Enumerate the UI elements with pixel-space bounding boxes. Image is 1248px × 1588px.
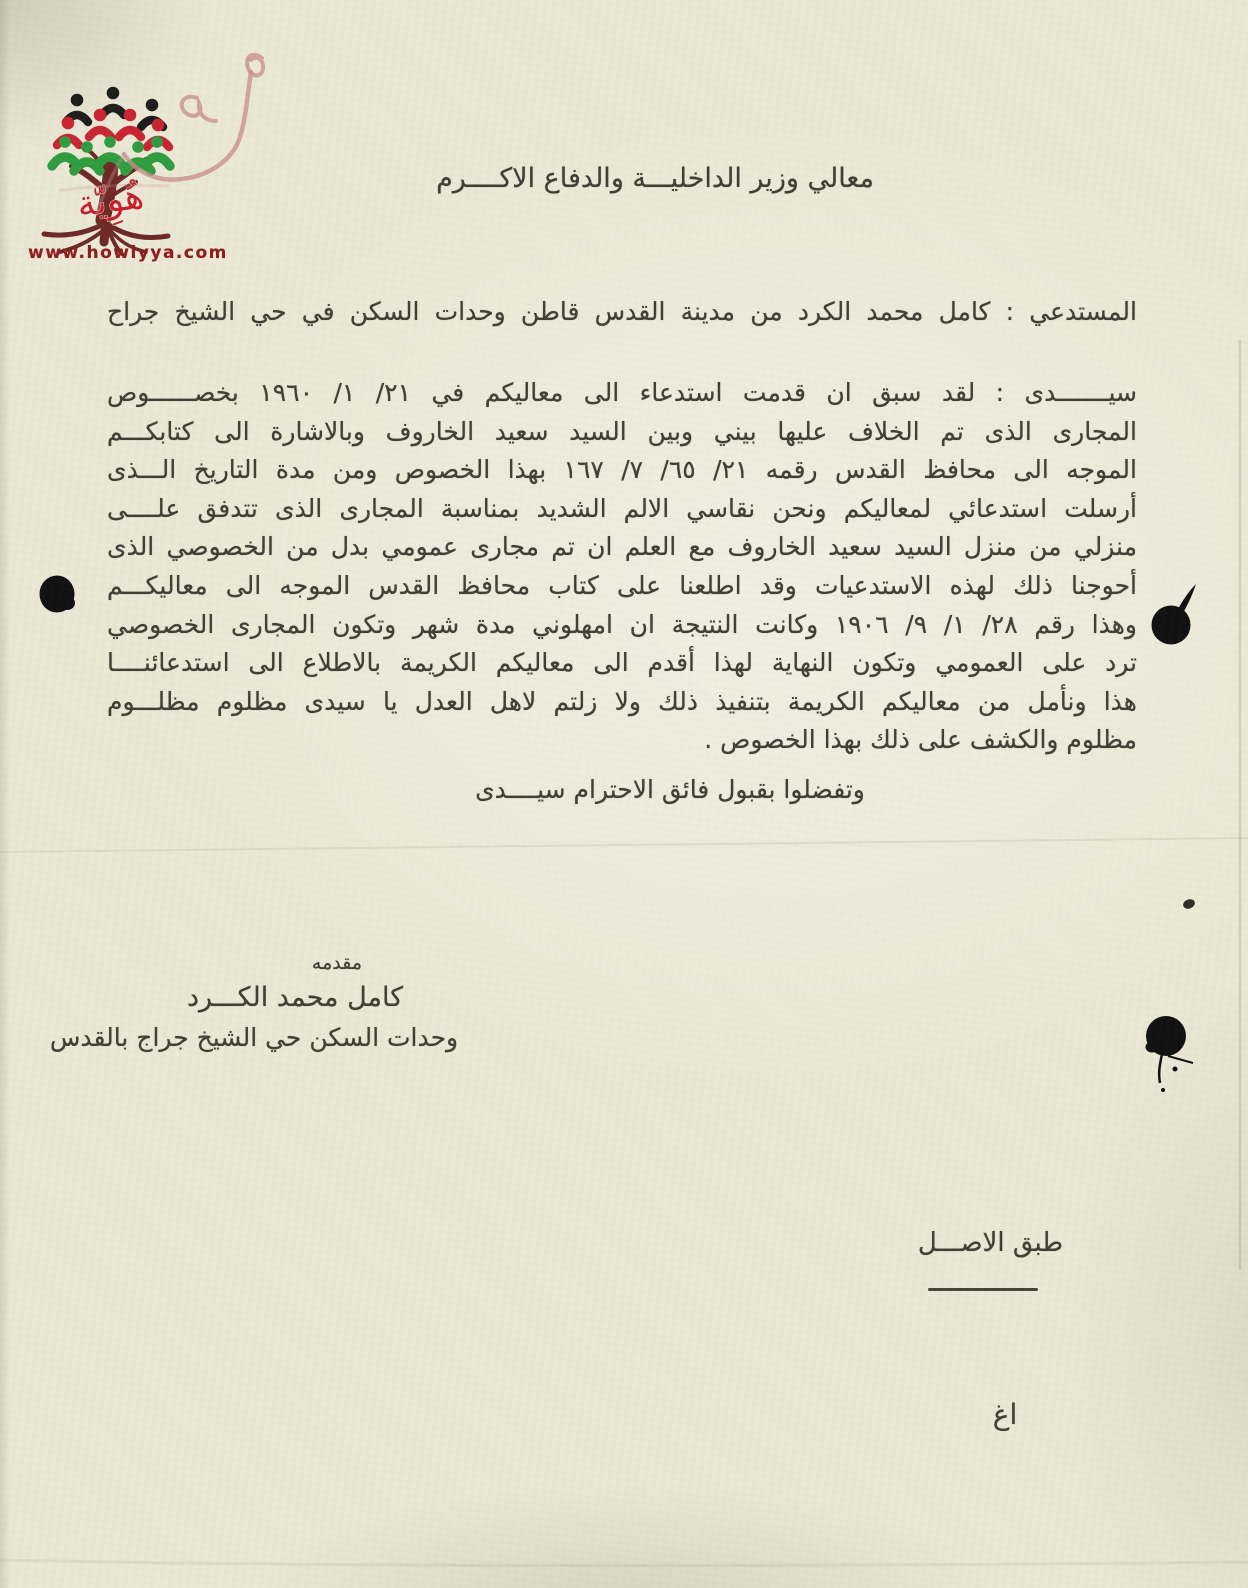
watermark-url: www.howiyya.com (28, 243, 228, 263)
signature-address: وحدات السكن حي الشيخ جراج بالقدس (49, 1023, 459, 1052)
body-line: سيـــــــدى : لقد سبق ان قدمت استدعاء الى معاليكم في ٢١/ ١/ ١٩٦٠ بخصــــــوص (107, 378, 1137, 407)
body-line: أرسلت استدعائي لمعاليكم ونحن نقاسي الالم الشديد بمناسبة المجارى الذى تتدفق علــــى (107, 493, 1137, 523)
true-copy-underline (928, 1288, 1038, 1291)
signature-name: كامل محمد الكـــرد (186, 982, 404, 1013)
body-line: منزلي من منزل السيد سعيد الخاروف مع العلم ان تم مجارى عمومي بدل من الخصوصي الذى (107, 532, 1137, 562)
body-line: أحوجنا ذلك لهذه الاستدعيات وقد اطلعنا على كتاب محافظ القدس الموجه الى معاليكـــم (107, 570, 1137, 600)
clerk-initials: اغ (992, 1398, 1018, 1431)
ink-speck-right (1182, 898, 1196, 911)
ink-blot-right-top (1152, 584, 1197, 645)
ink-blot-left (40, 576, 76, 613)
body-line: هذا ونأمل من معاليكم الكريمة بتنفيذ ذلك ولا زلتم لاهل العدل يا سيدى مظلوم مظلـــوم (107, 686, 1137, 716)
closing-line: وتفضلوا بقبول فائق الاحترام سيــــدى (475, 775, 865, 804)
body-line: مظلوم والكشف على ذلك بهذا الخصوص . (704, 725, 1137, 755)
petitioner-line: المستدعي : كامل محمد الكرد من مدينة القدس قاطن وحدات السكن في حي الشيخ جراح (107, 297, 1137, 326)
salutation-line: معالي وزير الداخليـــة والدفاع الاكــــرم (436, 163, 874, 194)
logo-calligraphy: هُوِيّة (74, 175, 147, 226)
people-canopy-black (66, 87, 163, 127)
signature-label: مقدمه (311, 952, 363, 974)
howiyya-logo-tree-icon (22, 86, 207, 266)
true-copy-stamp: طبق الاصـــل (917, 1228, 1064, 1258)
body-line: الموجه الى محافظ القدس رقمه ٢١/ ٦٥/ ٧/ ١٦٧ بهذا الخصوص ومن مدة التاريخ الـــذى (107, 455, 1137, 485)
body-line: وهذا رقم ٢٨/ ١/ ٩/ ١٩٠٦ وكانت النتيجة ان امهلوني مدة شهر وتكون المجارى الخصوصي (107, 609, 1137, 639)
body-line: المجارى الذى تم الخلاف عليها بيني وبين السيد سعيد الخاروف وبالاشارة الى كتابكـــم (107, 416, 1137, 446)
body-line: ترد على العمومي وتكون النهاية لهذا أقدم الى معاليكم الكريمة بالاطلاع الى استدعائنــــا (107, 648, 1137, 678)
petition-body (107, 374, 1137, 760)
ink-blot-right-middle (1146, 1016, 1194, 1092)
